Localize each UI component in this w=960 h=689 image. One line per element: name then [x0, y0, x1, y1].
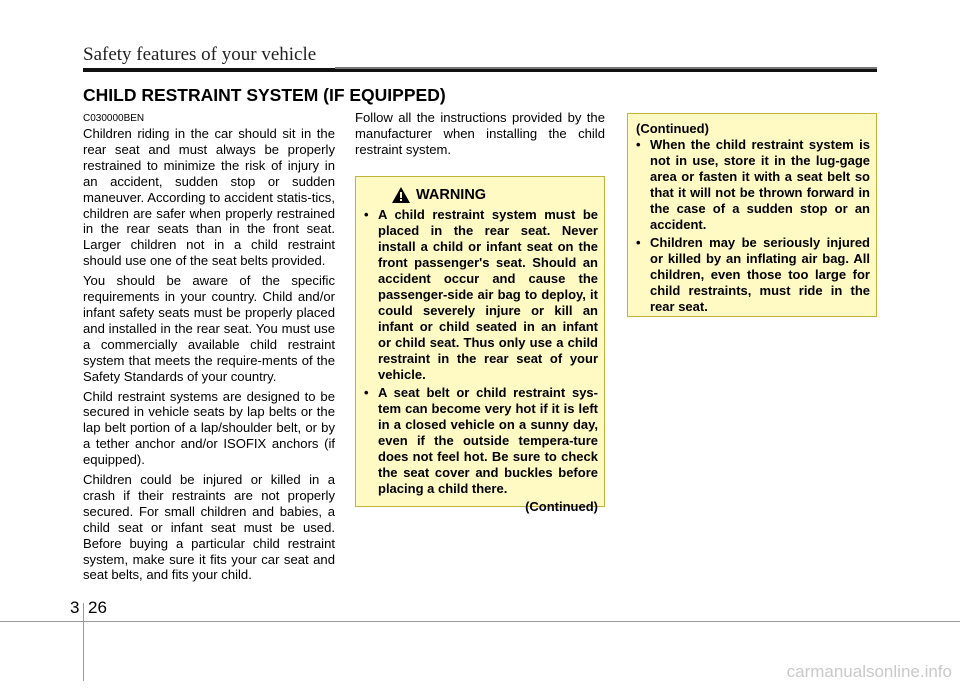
paragraph: Children could be injured or killed in a crash if their restraints are not properly secured. For small children and babies, a child seat or infant seat must be used. Before buying a particular child restraint system, make sure it fits your car seat and seat belts, and fits your child. — [83, 472, 335, 583]
warning-list — [636, 137, 870, 315]
footer-divider — [83, 603, 84, 681]
warning-header — [392, 187, 598, 203]
body-column-1 — [83, 126, 335, 587]
warning-title: WARNING — [416, 187, 487, 203]
paragraph: You should be aware of the specific requirements in your country. Child and/or infant safety seats must be properly placed and installed in the rear seat. You must use a commercially available child restraint system that meets the require-ments of the Safety Standards of your country. — [83, 273, 335, 384]
watermark: carmanualsonline.info — [786, 662, 952, 681]
chapter-number: 3 — [70, 598, 80, 617]
paragraph: Follow all the instructions provided by the manufacturer when installing the child restraint system. — [355, 110, 605, 157]
page-number: 26 — [88, 598, 107, 617]
warning-item: • Children may be seriously injured or killed by an inflating air bag. All children, even those too large for child restraints, must ride in the rear seat. — [636, 235, 870, 315]
warning-item: • A child restraint system must be placed in the rear seat. Never install a child or infant seat on the front passenger's seat. Should an accident occur and cause the passenger-side air bag to deploy, it could severely injure or kill an infant or child seated in an infant or child seat. Thus only use a child restraint in the rear seat of your vehicle. — [364, 207, 598, 383]
page-header-title: Safety features of your vehicle — [83, 44, 317, 65]
warning-box — [355, 176, 605, 514]
header-rule-light — [335, 67, 877, 69]
paragraph: Children riding in the car should sit in the rear seat and must always be properly restrained to minimize the risk of injury in an accident, sudden stop or sudden maneuver. According to accident statis-tics, children are safer when properly restrained in the rear seats than in the front seat. Larger children not in a child restraint should use one of the seat belts provided. — [83, 126, 335, 269]
section-title: CHILD RESTRAINT SYSTEM (IF EQUIPPED) — [83, 85, 446, 105]
body-column-2 — [355, 110, 605, 162]
continued-label: (Continued) — [636, 121, 709, 136]
section-code: C030000BEN — [83, 113, 145, 124]
footer-rule — [0, 621, 960, 622]
continued-label: (Continued) — [525, 499, 598, 514]
warning-item: • A seat belt or child restraint sys-tem can become very hot if it is left in a closed vehicle on a sunny day, even if the outside tempera-ture does not feel hot. Be sure to check the seat cover and buckles before placing a child there. — [364, 385, 598, 497]
warning-continued-box — [627, 113, 877, 317]
warning-item: • When the child restraint system is not in use, store it in the lug-gage area or fasten it with a seat belt so that it will not be thrown forward in the case of a sudden stop or an accident. — [636, 137, 870, 233]
warning-list — [364, 207, 598, 497]
paragraph: Child restraint systems are designed to be secured in vehicle seats by lap belts or the lap belt portion of a lap/shoulder belt, or by a tether anchor and/or ISOFIX anchors (if equipped). — [83, 388, 335, 468]
warning-triangle-icon — [392, 187, 410, 203]
